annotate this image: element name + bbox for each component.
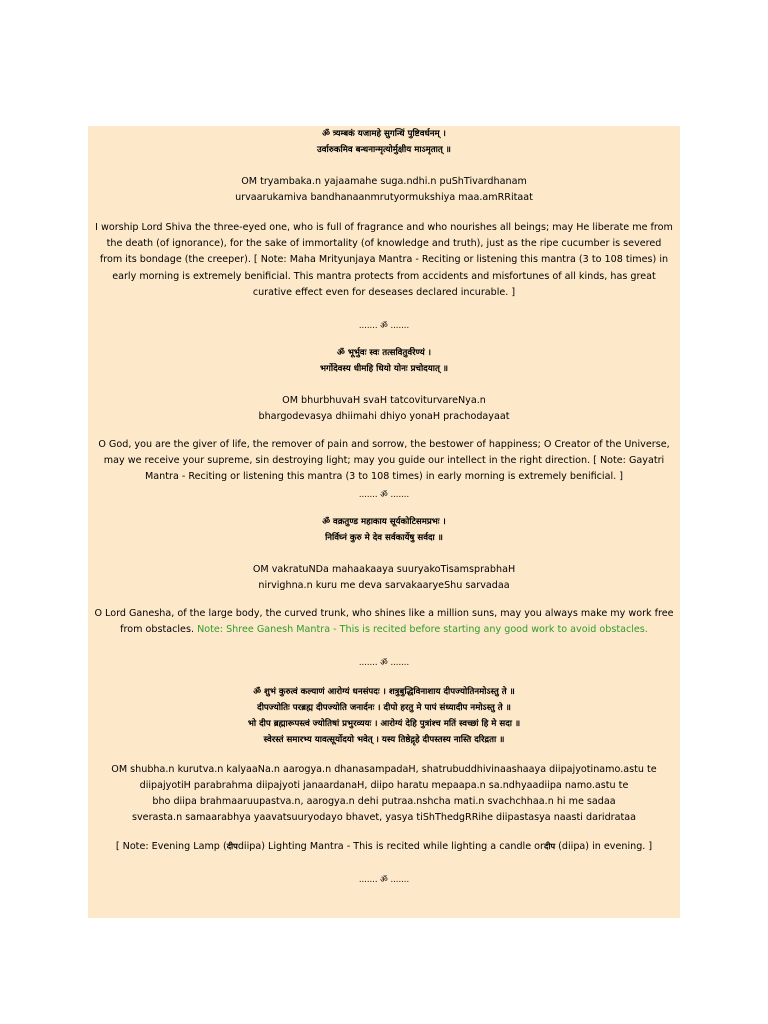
mantra3-devanagari-line2: निर्विघ्नं कुरु मे देव सर्वकार्येषु सर्वदा ॥	[325, 532, 443, 543]
mantra4-transliteration-line4: sverasta.n samaarabhya yaavatsuuryodayo bhavet, yasya tiShThedgRRihe diipastasya naasti daridrataa	[131, 812, 637, 824]
mantra1-meaning: I worship Lord Shiva the three-eyed one, who is full of fragrance and who nourishes all beings; may He liberate me from the death (of ignorance), for the sake of immortality (of knowledge and truth), just as the ripe cucumber is severed from its bondage (the creeper). [ Note: Maha Mrityunjaya Mantra - Reciting or listening this mantra (3 to 108 times) in early morning is extremely benificial. This mantra protects from accidents and misfortunes of all kinds, has great curative effect even for deseases declared incurable. ]	[95, 222, 673, 298]
mantra2-transliteration-line2: bhargodevasya dhiimahi dhiyo yonaH prachodayaat	[258, 411, 510, 423]
mantra2-meaning: O God, you are the giver of life, the remover of pain and sorrow, the bestower of happiness; O Creator of the Universe, may we receive your supreme, sin destroying light; may you guide our intellect in the right direction. [ Note: Gayatri Mantra - Reciting or listening this mantra (3 to 108 times) in early morning is extremely benificial. ]	[98, 439, 670, 483]
mantra4-devanagari-line3: भो दीप ब्रह्मारूपस्त्वं ज्योतिषां प्रभुरव्ययः । आरोग्यं देहि पुत्रांश्च मतिं स्वच्छां हि मे सदा ॥	[247, 719, 521, 730]
separator-om: ....... ॐ .......	[358, 657, 410, 668]
separator-om: ....... ॐ .......	[358, 488, 410, 499]
mantra3-transliteration-line1: OM vakratuNDa mahaakaaya suuryakoTisamsprabhaH	[252, 563, 516, 575]
mantra4-note-mid: diipa) Lighting Mantra - This is recited while lighting a candle or	[237, 841, 544, 853]
mantra1-transliteration-line2: urvaarukamiva bandhanaanmrutyormukshiya maa.amRRitaat	[235, 192, 533, 203]
mantra2-devanagari-line1: ॐ भूर्भुवः स्वः तत्सवितुर्वरेण्यं ।	[337, 348, 431, 359]
mantra2-transliteration-line1: OM bhurbhuvaH svaH tatcoviturvareNya.n	[282, 395, 486, 407]
mantra4-note-dev1: दीप	[226, 841, 238, 852]
mantra1-devanagari-line1: ॐ त्र्यम्बकं यजामहे सुगन्धिं पुष्टिवर्धनम् ।	[322, 129, 446, 139]
document-page	[88, 126, 680, 918]
mantra3-meaning: O Lord Ganesha, of the large body, the curved trunk, who shines like a million suns, may you always make my work free from obstacles.	[94, 607, 674, 635]
mantra4-transliteration-line3: bho diipa brahmaaruupastva.n, aarogya.n dehi putraa.nshcha mati.n svachchhaa.n hi me sadaa	[152, 796, 616, 808]
mantra4-note-dev2: दीप	[544, 841, 556, 852]
separator-om: ....... ॐ .......	[358, 874, 410, 885]
mantra4-note-after: diipa) in evening. ]	[561, 841, 653, 853]
mantra3-transliteration-line2: nirvighna.n kuru me deva sarvakaaryeShu sarvadaa	[258, 579, 510, 591]
mantra4-note: [ Note: Evening Lamp (दीपdiipa) Lighting Mantra - This is recited while lighting a candle orदीप (diipa) in evening. ]	[115, 841, 653, 853]
mantra4-note-before: [ Note: Evening Lamp (	[115, 841, 227, 853]
mantra4-devanagari-line4: स्वेरस्तं समारभ्य यावत्सूर्योदयो भवेत् । यस्य तिष्ठेद्गृहे दीपस्तस्य नास्ति दरिद्रता ॥	[263, 735, 505, 746]
document-body	[88, 126, 680, 887]
mantra4-transliteration-line1: OM shubha.n kurutva.n kalyaaNa.n aarogya.n dhanasampadaH, shatrubuddhivinaashaaya diipajyotinamo.astu te	[111, 764, 657, 776]
mantra1-devanagari-line2: उर्वारुकमिव बन्धनान्मृत्योर्मुक्षीय माऽमृतात् ॥	[317, 145, 451, 155]
mantra4-transliteration-line2: diipajyotiH parabrahma diipajyoti janaardanaH, diipo haratu mepaapa.n sa.ndhyaadiipa namo.astu te	[139, 780, 629, 792]
mantra4-devanagari-line2: दीपज्योतिः परब्रह्म दीपज्योति जनार्दनः । दीपो हरतु मे पापं संध्यादीप नमोऽस्तु ते ॥	[257, 703, 511, 714]
mantra3-devanagari-line1: ॐ वक्रतुण्ड महाकाय सूर्यकोटिसमप्रभः ।	[322, 516, 446, 527]
mantra1-transliteration-line1: OM tryambaka.n yajaamahe suga.ndhi.n puShTivardhanam	[241, 176, 527, 187]
mantra4-devanagari-line1: ॐ शुभं कुरुत्वं कल्याणं आरोग्यं धनसंपदः । शत्रुबुद्धिविनाशाय दीपज्योतिनमोऽस्तु ते ॥	[253, 687, 515, 698]
mantra2-devanagari-line2: भर्गोदेवस्य धीमहि धियो योनः प्रचोदयात् ॥	[319, 364, 448, 375]
mantra3-note: Note: Shree Ganesh Mantra - This is recited before starting any good work to avoid obstacles.	[197, 623, 648, 635]
separator-om: ....... ॐ .......	[358, 320, 410, 331]
mantra3-meaning-paragraph	[94, 606, 674, 638]
